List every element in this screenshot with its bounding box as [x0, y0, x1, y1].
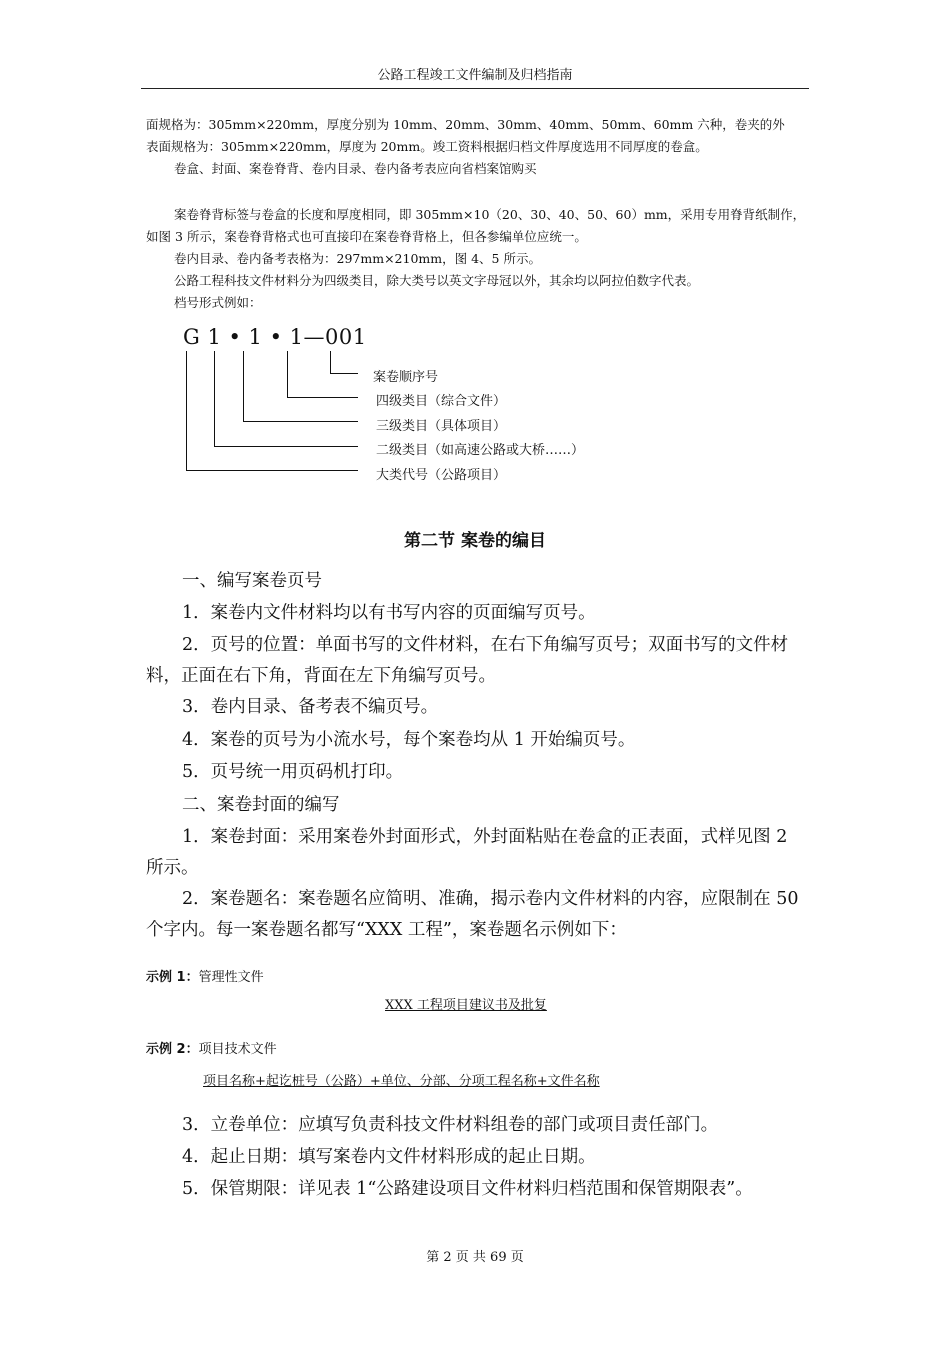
tree-line-h-l2 — [214, 446, 358, 447]
catalog-line: 卷内目录、卷内备考表格为：297mm×210mm，图 4、5 所示。 — [174, 251, 541, 266]
example-2-label: 示例 2： — [146, 1042, 199, 1057]
label-level-3: 三级类目（具体项目） — [376, 419, 507, 434]
example-1-type: 管理性文件 — [198, 970, 264, 985]
tree-line-v-l3 — [243, 351, 244, 421]
tree-line-h-l1 — [186, 470, 358, 471]
tree-line-v-l4 — [287, 351, 288, 397]
example-1-label: 示例 1： — [146, 970, 199, 985]
spine-paragraph: 案卷脊背标签与卷盒的长度和厚度相同，即 305mm×10（20、30、40、50、60）mm，采用专用脊背纸制作，如图 3 所示，案卷脊背格式也可直接印在案卷脊背格上，但各参编单位应统一。 — [146, 207, 806, 244]
label-level-1: 大类代号（公路项目） — [376, 468, 507, 483]
item-2-2: 2．案卷题名：案卷题名应简明、准确，揭示卷内文件材料的内容，应限制在 50 个字内。每一案卷题名都写“XXX 工程”，案卷题名示例如下： — [146, 889, 799, 940]
example-2-title: 项目名称+起讫桩号（公路）+单位、分部、分项工程名称+文件名称 — [203, 1074, 600, 1089]
example-1 — [146, 966, 264, 985]
item-1-3: 3．卷内目录、备考表不编页号。 — [182, 697, 439, 717]
item-1-1: 1．案卷内文件材料均以有书写内容的页面编写页号。 — [182, 603, 596, 623]
item-2-4: 4．起止日期：填写案卷内文件材料形成的起止日期。 — [182, 1147, 596, 1167]
tree-line-v-l1 — [186, 351, 187, 470]
label-level-2: 二级类目（如高速公路或大桥……） — [376, 443, 585, 458]
section-title: 第二节 案卷的编目 — [404, 531, 546, 551]
example-2-type: 项目技术文件 — [198, 1042, 277, 1057]
header-divider — [141, 88, 809, 89]
label-sequence-number: 案卷顺序号 — [373, 370, 439, 385]
intro-line-1: 面规格为：305mm×220mm，厚度分别为 10mm、20mm、30mm、40mm、50mm、60mm 六种，卷夹的外 — [146, 117, 785, 132]
running-header: 公路工程竣工文件编制及归档指南 — [377, 68, 573, 83]
item-2-3: 3．立卷单位：应填写负责科技文件材料组卷的部门或项目责任部门。 — [182, 1115, 719, 1135]
item-1-5: 5．页号统一用页码机打印。 — [182, 762, 404, 782]
example-2 — [146, 1038, 277, 1057]
page-footer: 第 2 页 共 69 页 — [426, 1250, 524, 1265]
tree-line-h-l3 — [243, 421, 358, 422]
tree-line-v-seq — [330, 351, 331, 373]
item-2-1: 1．案卷封面：采用案卷外封面形式，外封面粘贴在卷盒的正表面，式样见图 2 所示。 — [146, 827, 788, 878]
example-1-title: XXX 工程项目建议书及批复 — [385, 998, 547, 1013]
intro-line-3: 卷盒、封面、案卷脊背、卷内目录、卷内备考表应向省档案馆购买 — [174, 161, 537, 176]
heading-page-numbering: 一、编写案卷页号 — [182, 571, 322, 591]
archive-code: G 1 • 1 • 1—001 — [183, 325, 367, 349]
intro-line-2: 表面规格为：305mm×220mm，厚度为 20mm。竣工资料根据归档文件厚度选用不同厚度的卷盒。 — [146, 139, 708, 154]
item-1-2: 2．页号的位置：单面书写的文件材料，在右下角编写页号；双面书写的文件材料，正面在右下角，背面在左下角编写页号。 — [146, 635, 789, 686]
item-1-4: 4．案卷的页号为小流水号，每个案卷均从 1 开始编页号。 — [182, 730, 636, 750]
example-intro: 档号形式例如： — [174, 295, 262, 310]
heading-cover: 二、案卷封面的编写 — [182, 795, 340, 815]
tree-line-v-l2 — [214, 351, 215, 446]
category-line: 公路工程科技文件材料分为四级类目，除大类号以英文字母冠以外，其余均以阿拉伯数字代表。 — [174, 273, 700, 288]
tree-line-h-l4 — [287, 397, 358, 398]
tree-line-h-seq — [330, 373, 358, 374]
item-2-5: 5．保管期限：详见表 1“公路建设项目文件材料归档范围和保管期限表”。 — [182, 1179, 753, 1199]
label-level-4: 四级类目（综合文件） — [376, 394, 507, 409]
